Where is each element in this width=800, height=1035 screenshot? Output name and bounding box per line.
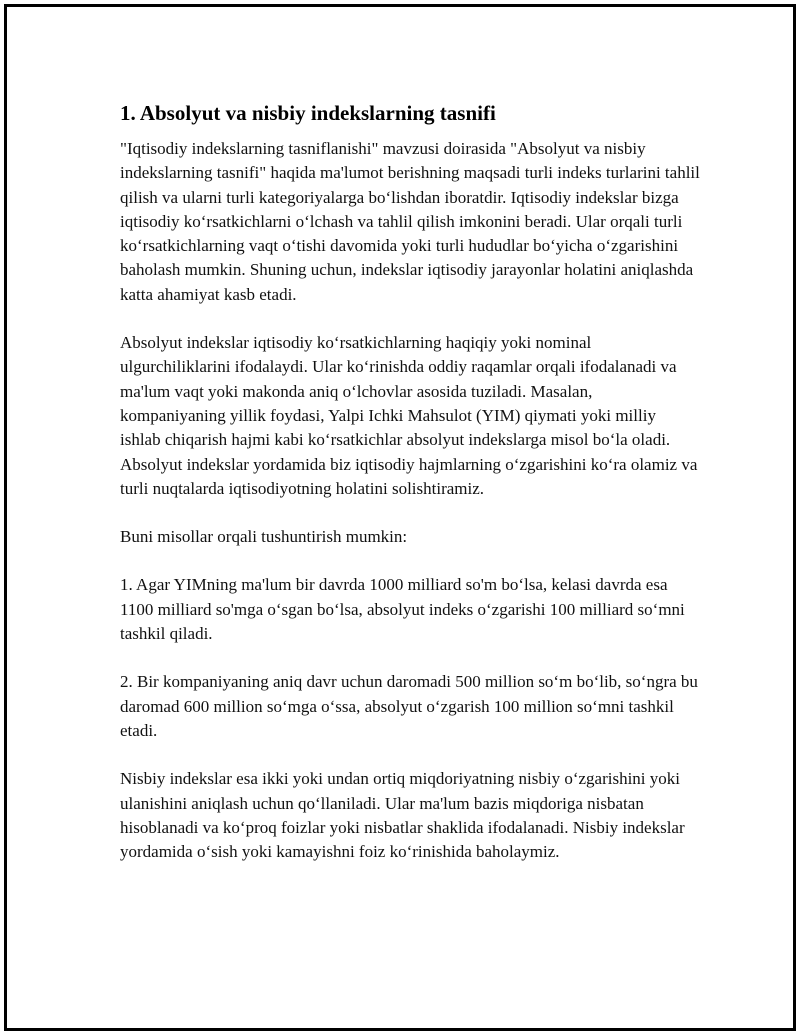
paragraph-relative-indexes: Nisbiy indekslar esa ikki yoki undan ortiq miqdoriyatning nisbiy o‘zgarishini yoki ulanishini aniqlash uchun qo‘llaniladi. Ular ma'lum bazis miqdoriga nisbatan hisoblanadi va ko‘proq foizlar yoki nisbatlar shaklida ifodalanadi. Nisbiy indekslar yordamida o‘sish yoki kamayishni foiz ko‘rinishida baholaymiz. (120, 769, 685, 862)
paragraph-intro: "Iqtisodiy indekslarning tasniflanishi" mavzusi doirasida "Absolyut va nisbiy indekslarning tasnifi" haqida ma'lumot berishning maqsadi turli indeks turlarini tahlil qilish va ularni turli kategoriyalarga bo‘lishdan iboratdir. Iqtisodiy indekslar bizga iqtisodiy ko‘rsatkichlarni o‘lchash va tahlil qilish imkonini beradi. Ular orqali turli ko‘rsatkichlarning vaqt o‘tishi davomida yoki turli hududlar bo‘yicha o‘zgarishini baholash mumkin. Shuning uchun, indekslar iqtisodiy jarayonlar holatini aniqlashda katta ahamiyat kasb etadi. (120, 139, 700, 304)
section-heading: 1. Absolyut va nisbiy indekslarning tasnifi (120, 101, 496, 125)
paragraph-absolute-indexes: Absolyut indekslar iqtisodiy ko‘rsatkichlarning haqiqiy yoki nominal ulgurchiliklarini ifodalaydi. Ular ko‘rinishda oddiy raqamlar orqali ifodalanadi va ma'lum vaqt yoki makonda aniq o‘lchovlar asosida tuziladi. Masalan, kompaniyaning yillik foydasi, Yalpi Ichki Mahsulot (YIM) qiymati yoki milliy ishlab chiqarish hajmi kabi ko‘rsatkichlar absolyut indekslarga misol bo‘la oladi. Absolyut indekslar yordamida biz iqtisodiy hajmlarning o‘zgarishini ko‘ra olamiz va turli nuqtalarda iqtisodiyotning holatini solishtiramiz. (120, 333, 698, 498)
paragraph-examples-intro: Buni misollar orqali tushuntirish mumkin: (120, 527, 408, 547)
paragraph-example-1: 1. Agar YIMning ma'lum bir davrda 1000 milliard so'm bo‘lsa, kelasi davrda esa 1100 milliard so'mga o‘sgan bo‘lsa, absolyut indeks o‘zgarishi 100 milliard so‘mni tashkil qiladi. (120, 575, 685, 644)
document-body (120, 99, 700, 888)
paragraph-example-2: 2. Bir kompaniyaning aniq davr uchun daromadi 500 million so‘m bo‘lib, so‘ngra bu daromad 600 million so‘mga o‘ssa, absolyut o‘zgarish 100 million so‘mni tashkil etadi. (120, 672, 698, 740)
page-frame (4, 4, 796, 1031)
